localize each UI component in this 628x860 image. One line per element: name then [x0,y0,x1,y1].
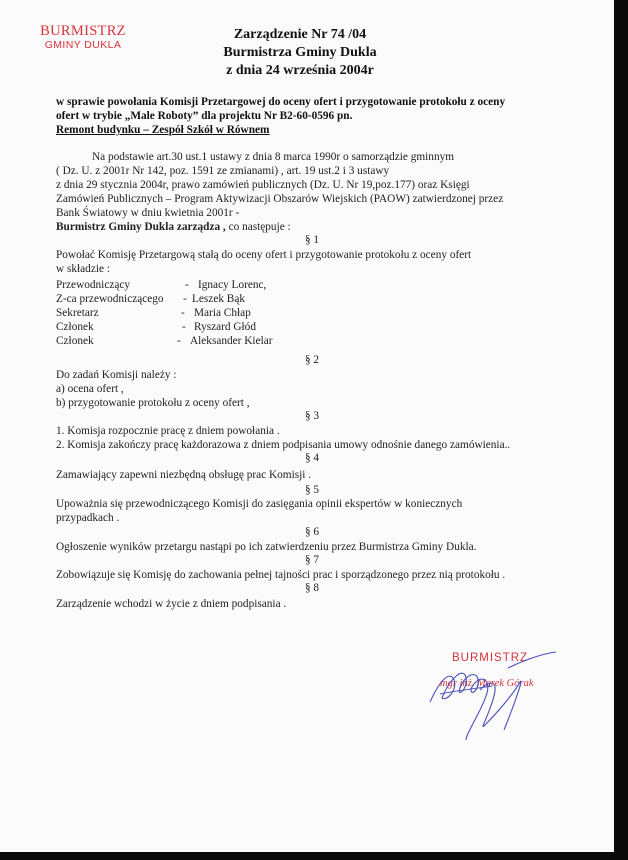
decree-rest: co następuje : [225,221,291,233]
member-name: Ignacy Lorenc, [198,279,267,291]
committee-members [56,278,356,348]
member-dash: - [182,321,186,333]
section-mark-3: § 3 [304,410,320,422]
section-line: przypadkach . [56,512,120,524]
title-line-2: Burmistrza Gminy Dukla [223,45,377,60]
member-row [56,334,356,348]
section-mark-8: § 8 [304,582,320,594]
section-line: Ogłoszenie wyników przetargu nastąpi po ich zatwierdzeniu przez Burmistrza Gminy Dukla. [56,541,477,553]
section-line: Zarządzenie wchodzi w życie z dniem podpisania . [56,598,287,610]
member-role: Przewodniczący [56,279,131,291]
document-title [200,26,400,80]
member-row [56,292,356,306]
stamp-line-2: GMINY DUKLA [44,39,122,51]
section-line: a) ocena ofert , [56,383,124,395]
section-1-text [56,248,471,276]
section-8-text [56,597,286,611]
handwritten-signature-icon [420,640,560,740]
member-role: Sekretarz [56,307,99,319]
signature-name: mgr inż. Marek Górak [440,678,534,689]
preamble-line: Bank Światowy w dniu kwietnia 2001r - [56,207,240,219]
member-dash: - [185,279,189,291]
section-mark-4: § 4 [304,452,320,464]
section-mark-2: § 2 [304,354,320,366]
title-line-3: z dnia 24 września 2004r [226,63,374,78]
section-4-text [56,468,311,482]
section-line: Upoważnia się przewodniczącego Komisji do zasięgania opinii ekspertów w koniecznych [56,498,463,510]
preamble-line: ( Dz. U. z 2001r Nr 142, poz. 1591 ze zmianami) , art. 19 ust.2 i 3 ustawy [56,165,390,177]
member-name: Maria Chłap [194,307,251,319]
subject-line-3: Remont budynku – Zespół Szkół w Równem [56,124,270,136]
section-line: Powołać Komisję Przetargową stałą do oceny ofert i przygotowanie protokołu z oceny ofert [56,249,472,261]
member-name: Aleksander Kielar [190,335,273,347]
section-6-text [56,540,476,554]
decree-bold: Burmistrz Gminy Dukla zarządza , [56,221,226,233]
member-dash: - [181,307,185,319]
section-line: Zobowiązuje się Komisję do zachowania pełnej tajności prac i sporządzonego przez nią protokołu . [56,569,506,581]
section-line: Do zadań Komisji należy : [56,369,177,381]
section-5-text [56,497,462,525]
section-3-text [56,424,510,452]
section-line: w składzie : [56,263,110,275]
member-role: Z-ca przewodniczącego [56,293,164,305]
subject-line-2: ofert w trybie „Male Roboty” dla projektu Nr B2-60-0596 pn. [56,110,353,122]
member-dash: - [177,335,181,347]
section-mark-1: § 1 [304,234,320,246]
member-role: Członek [56,335,94,347]
member-row [56,320,356,334]
preamble [56,150,503,234]
member-name: Ryszard Głód [194,321,256,333]
member-row [56,278,356,292]
document-subject [56,95,505,137]
subject-line-1: w sprawie powołania Komisji Przetargowej do oceny ofert i przygotowanie protokołu z oceny [56,96,506,108]
section-mark-6: § 6 [304,526,320,538]
section-line: Zamawiający zapewni niezbędną obsługę prac Komisji . [56,469,312,481]
decree-line [56,220,503,234]
member-role: Członek [56,321,94,333]
title-line-1: Zarządzenie Nr 74 /04 [233,27,367,42]
section-7-text [56,568,505,582]
section-line: 2. Komisja zakończy pracę każdorazowa z dniem podpisania umowy odnośnie danego zamówienia.. [56,439,511,451]
signature-stamp: BURMISTRZ [452,652,529,664]
stamp-line-1: BURMISTRZ [40,23,126,39]
section-mark-5: § 5 [304,484,320,496]
section-2-text [56,368,250,410]
section-mark-7: § 7 [304,554,320,566]
preamble-line: Na podstawie art.30 ust.1 ustawy z dnia 8 marca 1990r o samorządzie gminnym [92,151,455,163]
preamble-line: Zamówień Publicznych – Program Aktywizacji Obszarów Wiejskich (PAOW) zatwierdzonej przez [56,193,504,205]
member-dash: - [183,293,187,305]
preamble-line: z dnia 29 stycznia 2004r, prawo zamówień publicznych (Dz. U. Nr 19,poz.177) oraz Księgi [56,179,470,191]
section-line: 1. Komisja rozpocznie pracę z dniem powołania . [56,425,280,437]
section-line: b) przygotowanie protokołu z oceny ofert , [56,397,250,409]
member-name: Leszek Bąk [192,293,246,305]
header-stamp [28,23,138,52]
member-row [56,306,356,320]
